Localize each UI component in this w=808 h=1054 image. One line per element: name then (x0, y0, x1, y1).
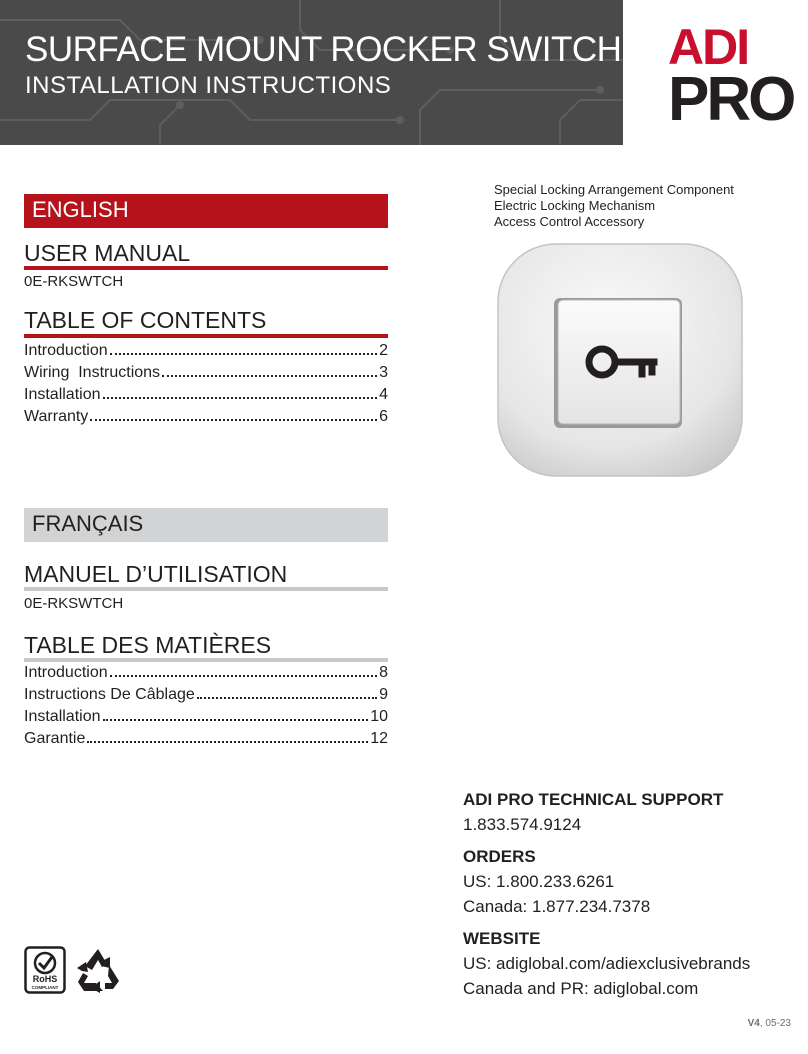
document-subtitle: INSTALLATION INSTRUCTIONS (25, 72, 392, 99)
rohs-label: RoHS (32, 974, 58, 984)
orders-canada-phone[interactable]: Canada: 1.877.234.7378 (463, 897, 651, 916)
toc-entry-title: Garantie (24, 730, 86, 747)
caption-line: Electric Locking Mechanism (494, 198, 656, 213)
toc-entry-title: Introduction (24, 664, 108, 681)
toc-entry-title: Installation (24, 708, 101, 725)
recycle-icon (74, 946, 122, 994)
french-section-bar (24, 508, 388, 542)
toc-entry[interactable] (24, 364, 388, 386)
toc-entry-title: Introduction (24, 342, 108, 359)
heading-underline (24, 266, 388, 270)
version-date: , 05-23 (759, 1018, 791, 1029)
toc-entry-page: 8 (379, 664, 388, 681)
caption-line: Access Control Accessory (494, 214, 645, 229)
heading-underline (24, 658, 388, 662)
toc-entry-page: 12 (370, 730, 388, 747)
adi-pro-logo (668, 19, 794, 134)
version-number: V4 (747, 1018, 760, 1029)
toc-entry[interactable] (24, 730, 388, 752)
support-phone[interactable]: 1.833.574.9124 (463, 815, 582, 834)
toc-entry[interactable] (24, 664, 388, 686)
french-section-label: FRANÇAIS (32, 511, 144, 536)
support-heading: ADI PRO TECHNICAL SUPPORT (463, 790, 724, 809)
website-canada-link[interactable]: Canada and PR: adiglobal.com (463, 979, 699, 998)
logo-pro-text: PRO (668, 65, 794, 134)
website-block (463, 929, 750, 1001)
toc-entry-page: 3 (379, 364, 388, 381)
heading-underline (24, 587, 388, 591)
orders-us-phone[interactable]: US: 1.800.233.6261 (463, 872, 615, 891)
toc-heading: TABLE OF CONTENTS (24, 307, 267, 333)
toc-entry[interactable] (24, 686, 388, 708)
english-section-bar (24, 194, 388, 228)
user-manual-heading: USER MANUAL (24, 240, 191, 266)
french-toc (24, 664, 388, 752)
website-us-link[interactable]: US: adiglobal.com/adiexclusivebrands (463, 954, 751, 973)
toc-entry-title: Instructions De Câblage (24, 686, 195, 703)
table-des-matieres-heading: TABLE DES MATIÈRES (24, 632, 272, 658)
manuel-heading: MANUEL D’UTILISATION (24, 561, 288, 587)
toc-entry-page: 9 (379, 686, 388, 703)
support-block (463, 790, 723, 837)
caption-line: Special Locking Arrangement Component (494, 182, 734, 197)
website-heading: WEBSITE (463, 929, 541, 948)
product-caption (494, 182, 734, 230)
english-model-number: 0E-RKSWTCH (24, 273, 124, 290)
toc-entry-title: Warranty (24, 408, 89, 425)
toc-entry-title: Installation (24, 386, 101, 403)
toc-entry[interactable] (24, 708, 388, 730)
logo-adi-text: ADI (668, 19, 749, 75)
document-title: SURFACE MOUNT ROCKER SWITCH (25, 30, 622, 69)
toc-entry-page: 10 (370, 708, 388, 725)
rohs-icon (24, 946, 66, 994)
english-toc (24, 342, 388, 430)
toc-entry-title: Wiring Instructions (24, 364, 161, 381)
rocker-switch-image (496, 240, 744, 480)
orders-heading: ORDERS (463, 847, 536, 866)
toc-entry[interactable] (24, 408, 388, 430)
toc-entry[interactable] (24, 342, 388, 364)
english-section-label: ENGLISH (32, 197, 129, 222)
toc-entry-page: 2 (379, 342, 388, 359)
orders-block (463, 847, 650, 919)
version-label (748, 1018, 791, 1029)
rohs-compliant-label: COMPLIANT (31, 985, 59, 990)
header-banner (0, 0, 623, 145)
toc-entry-page: 4 (379, 386, 388, 403)
french-model-number: 0E-RKSWTCH (24, 595, 124, 612)
toc-entry[interactable] (24, 386, 388, 408)
toc-entry-page: 6 (379, 408, 388, 425)
heading-underline (24, 334, 388, 338)
